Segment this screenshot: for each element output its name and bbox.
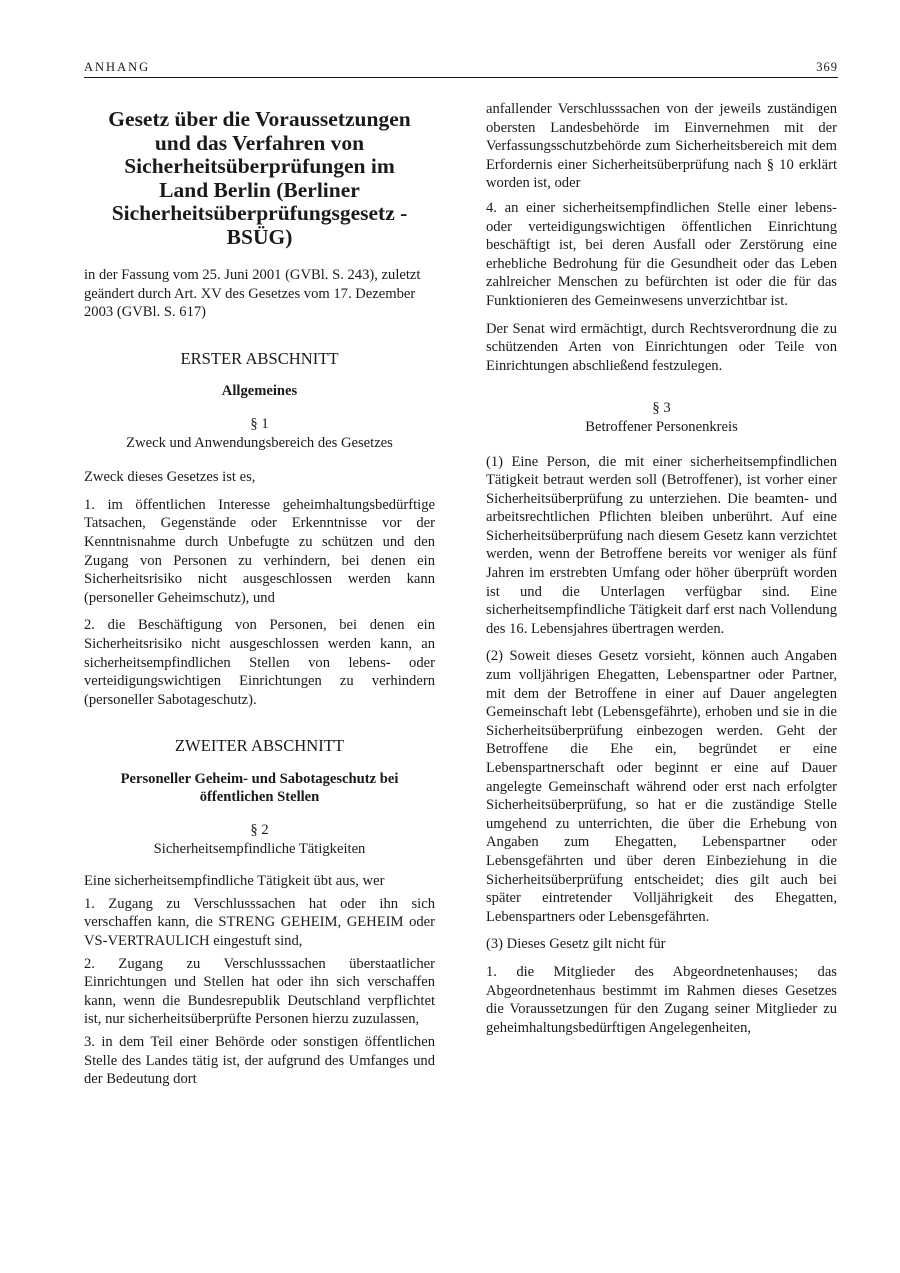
paragraph-2-closing: Der Senat wird ermächtigt, durch Rechtsverordnung die zu schützenden Arten von Einrichtungen oder Teile von Einrichtungen abschließend festzulegen. [486, 320, 837, 374]
paragraph-number-2: § 2 [250, 822, 269, 839]
version-note: in der Fassung vom 25. Juni 2001 (GVBl. S. 243), zuletzt geändert durch Art. XV des Gesetzes vom 17. Dezember 2003 (GVBl. S. 617) [84, 267, 421, 321]
paragraph-3-subsection-2: (2) Soweit dieses Gesetz vorsieht, können auch Angaben zum volljährigen Ehegatten, Lebenspartner oder Partner, mit dem der Betroffene in einer auf Dauer angelegten Gemeinschaft lebt (Lebensgefährte), erhoben und sie in die Sicherheitsüberprüfung einbezogen werden. Geht der Betroffene die Ehe ein, begründet er eine Lebenspartnerschaft oder beginnt er eine auf Dauer angelegte Gemeinschaft während oder erst nach erfolgter Sicherheitsüberprüfung, so hat er die zuständige Stelle umgehend zu unterrichten, die über die Erhebung von Angaben zum Ehegatten, Lebenspartner oder Lebensgefährten und über deren Einbeziehung in die Sicherheitsüberprüfung entscheidet; dies gilt auch bei später eintretender Volljährigkeit des Ehegatten, Lebenspartners oder Lebensgefährten. [486, 648, 837, 925]
paragraph-1-intro: Zweck dieses Gesetzes ist es, [84, 469, 256, 486]
running-header-section: ANHANG [84, 60, 151, 74]
paragraph-2-item-3-continued: anfallender Verschlusssachen von der jeweils zuständigen obersten Landesbehörde im Einvernehmen mit der Verfassungsschutzbehörde zum Sicherheitsbereich mit dem Erfordernis einer Sicherheitsüberprüfung nach § 10 erklärt worden ist, oder [486, 101, 837, 192]
left-column [84, 100, 435, 1093]
paragraph-3-subsection-3: (3) Dieses Gesetz gilt nicht für [486, 936, 666, 953]
paragraph-number-1: § 1 [250, 415, 269, 432]
paragraph-3-subsection-3-item-1: 1. die Mitglieder des Abgeordnetenhauses; das Abgeordnetenhaus bestimmt im Rahmen dieses Gesetzes die Voraussetzungen für den Zugang seiner Mitglieder zu geheimhaltungsbedürftigen Angelegenheiten, [486, 963, 837, 1036]
paragraph-number-3: § 3 [652, 400, 671, 417]
paragraph-1-item-1: 1. im öffentlichen Interesse geheimhaltungsbedürftige Tatsachen, Gegenstände oder Erkenntnisse vor der Kenntnisnahme durch Unbefugte zu schützen und den Zugang von Personen zu verhindern, bei denen ein Sicherheitsrisiko nicht ausgeschlossen werden kann (personeller Geheimschutz), und [84, 496, 435, 606]
paragraph-1-item-2: 2. die Beschäftigung von Personen, bei denen ein Sicherheitsrisiko nicht ausgeschlossen werden kann, an sicherheitsempfindlichen Stellen von lebens- oder verteidigungswichtigen Einrichtungen zu verhindern (personeller Sabotageschutz). [84, 617, 435, 708]
paragraph-2-item-1: 1. Zugang zu Verschlusssachen hat oder ihn sich verschaffen kann, die STRENG GEHEIM, GEHEIM oder VS-VERTRAULICH eingestuft sind, [84, 895, 435, 950]
paragraph-2-item-4: 4. an einer sicherheitsempfindlichen Stelle einer lebens- oder verteidigungswichtigen öffentlichen Einrichtung beschäftigt ist, bei deren Ausfall oder Zerstörung eine erhebliche Bedrohung für die Gesundheit oder das Leben zahlreicher Menschen zu befürchten ist oder die für das Funktionieren des Gemeinwesens unverzichtbar ist. [486, 199, 837, 309]
paragraph-title-3: Betroffener Personenkreis [585, 418, 738, 435]
law-title: Gesetz über die Voraussetzungen und das Verfahren von Sicherheitsüberprüfungen im Land Berlin (Berliner Sicherheitsüberprüfungsgesetz - BSÜG) [108, 107, 411, 249]
paragraph-title-2: Sicherheitsempfindliche Tätigkeiten [153, 840, 366, 857]
section-subheading-2: Personeller Geheim- und Sabotageschutz bei öffentlichen Stellen [120, 770, 399, 806]
paragraph-2-intro: Eine sicherheitsempfindliche Tätigkeit übt aus, wer [84, 873, 385, 890]
section-heading-1: ERSTER ABSCHNITT [180, 348, 339, 368]
paragraph-3-subsection-1: (1) Eine Person, die mit einer sicherheitsempfindlichen Tätigkeit betraut werden soll (Betroffener), ist vorher einer Sicherheitsüberprüfung zu unterziehen. Die beamten- und arbeitsrechtlichen Pflichten bleiben unberührt. Auf eine Sicherheitsüberprüfung nach diesem Gesetz kann verzichtet werden, wenn der Betroffene bereits vor weniger als fünf Jahren im erstrebten Umfang oder höher überprüft worden ist und die Unterlagen verfügbar sind. Eine sicherheitsempfindliche Tätigkeit darf erst nach Vollendung des 16. Lebensjahres übertragen werden. [486, 453, 837, 637]
paragraph-2-item-2: 2. Zugang zu Verschlusssachen überstaatlicher Einrichtungen und Stellen hat oder ihn sich verschaffen kann, wenn die Bundesrepublik Deutschland verpflichtet ist, nur sicherheitsüberprüfte Personen hierzu zuzulassen, [84, 955, 435, 1028]
page-number: 369 [816, 60, 838, 74]
running-header [84, 60, 838, 78]
paragraph-2-item-3: 3. in dem Teil einer Behörde oder sonstigen öffentlichen Stelle des Landes tätig ist, der aufgrund des Umfanges und der Bedeutung dort [84, 1034, 435, 1088]
paragraph-title-1: Zweck und Anwendungsbereich des Gesetzes [126, 434, 393, 451]
right-column [486, 100, 837, 1046]
section-subheading-1: Allgemeines [221, 383, 298, 400]
section-heading-2: ZWEITER ABSCHNITT [174, 736, 345, 756]
